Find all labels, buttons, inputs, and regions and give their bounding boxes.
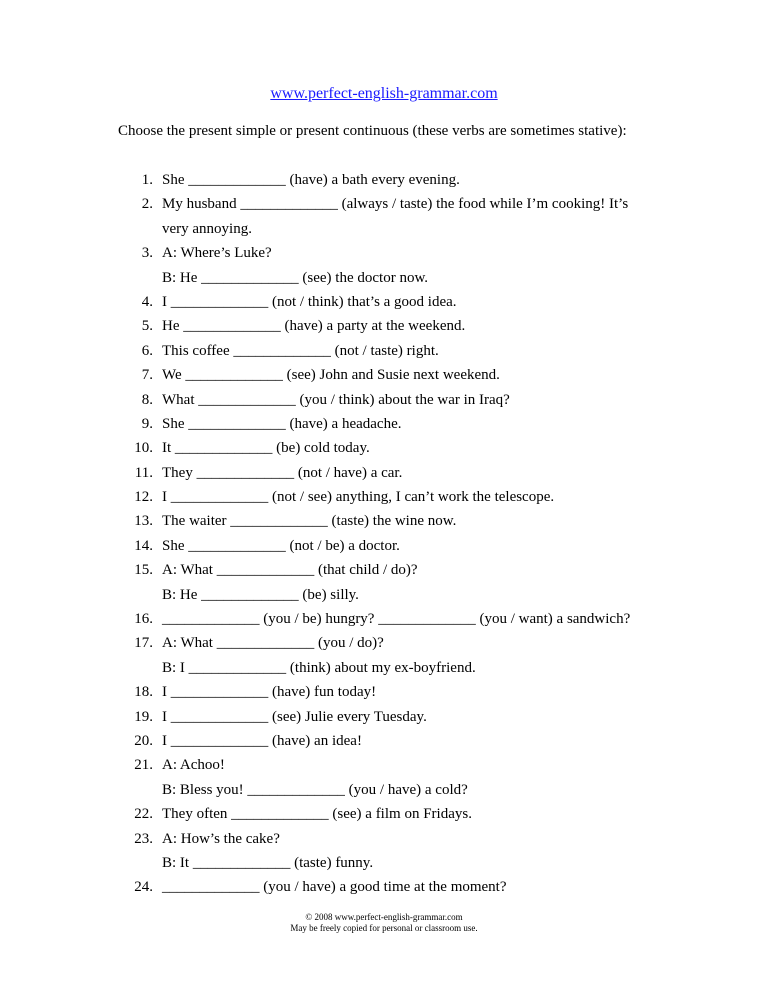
item-number: 9. <box>141 415 153 432</box>
item-text: She _____________ (not / be) a doctor. <box>162 537 400 554</box>
exercise-item-4 <box>0 293 768 317</box>
item-text: I _____________ (have) an idea! <box>162 732 362 749</box>
page-footer <box>0 912 768 934</box>
exercise-item-22 <box>0 805 768 829</box>
exercise-item-14 <box>0 537 768 561</box>
item-text: They often _____________ (see) a film on Fridays. <box>162 806 472 823</box>
copyright-notice: © 2008 www.perfect-english-grammar.com <box>305 912 463 922</box>
item-text: What _____________ (you / think) about the war in Iraq? <box>162 391 510 408</box>
item-number: 22. <box>134 806 153 823</box>
item-text: very annoying. <box>162 220 252 237</box>
item-number: 24. <box>134 879 153 896</box>
item-text: A: Where’s Luke? <box>162 245 272 262</box>
item-text: B: He _____________ (see) the doctor now. <box>162 269 429 286</box>
usage-note: May be freely copied for personal or classroom use. <box>290 923 478 933</box>
exercise-item-2-continued <box>0 220 768 244</box>
item-text: _____________ (you / have) a good time at the moment? <box>162 879 507 896</box>
item-number: 4. <box>141 293 153 310</box>
item-text: The waiter _____________ (taste) the wine now. <box>162 513 457 530</box>
exercise-instructions: Choose the present simple or present continuous (these verbs are sometimes stative): <box>118 123 627 139</box>
exercise-item-7 <box>0 366 768 390</box>
item-text: I _____________ (have) fun today! <box>162 684 377 701</box>
exercise-item-17 <box>0 634 768 658</box>
item-text: I _____________ (not / see) anything, I can’t work the telescope. <box>162 489 555 506</box>
item-text: A: How’s the cake? <box>162 830 280 847</box>
exercise-item-17-reply <box>0 659 768 683</box>
item-text: B: I _____________ (think) about my ex-boyfriend. <box>162 659 476 676</box>
item-text: This coffee _____________ (not / taste) right. <box>162 342 439 359</box>
item-number: 10. <box>134 440 153 457</box>
item-number: 6. <box>141 342 153 359</box>
item-text: A: Achoo! <box>162 757 225 774</box>
item-number: 14. <box>134 537 153 554</box>
item-number: 15. <box>134 562 153 579</box>
item-text: My husband _____________ (always / taste) the food while I’m cooking! It’s <box>162 196 629 213</box>
item-text: She _____________ (have) a headache. <box>162 415 402 432</box>
exercise-item-6 <box>0 342 768 366</box>
item-text: I _____________ (not / think) that’s a good idea. <box>162 293 457 310</box>
exercise-item-8 <box>0 391 768 415</box>
exercise-item-21-reply <box>0 781 768 805</box>
exercise-item-16 <box>0 610 768 634</box>
exercise-item-19 <box>0 708 768 732</box>
exercise-item-11 <box>0 464 768 488</box>
item-text: A: What _____________ (that child / do)? <box>162 562 418 579</box>
item-text: B: He _____________ (be) silly. <box>162 586 359 603</box>
item-text: We _____________ (see) John and Susie next weekend. <box>162 367 500 384</box>
item-number: 12. <box>134 489 153 506</box>
item-number: 1. <box>141 172 153 188</box>
item-number: 19. <box>134 708 153 725</box>
item-text: B: Bless you! _____________ (you / have) a cold? <box>162 781 468 798</box>
exercise-item-3 <box>0 244 768 268</box>
item-number: 7. <box>141 367 153 384</box>
exercise-item-15-reply <box>0 586 768 610</box>
item-text: He _____________ (have) a party at the weekend. <box>162 318 466 335</box>
exercise-item-23 <box>0 830 768 854</box>
exercise-item-24 <box>0 878 768 902</box>
exercise-item-21 <box>0 756 768 780</box>
item-number: 23. <box>134 830 153 847</box>
exercise-item-1 <box>0 171 768 195</box>
item-text: I _____________ (see) Julie every Tuesday. <box>162 708 427 725</box>
item-number: 2. <box>141 196 153 213</box>
item-number: 20. <box>134 732 153 749</box>
item-number: 11. <box>134 464 153 481</box>
exercise-item-15 <box>0 561 768 585</box>
item-number: 8. <box>141 391 153 408</box>
exercise-item-10 <box>0 439 768 463</box>
exercise-item-5 <box>0 317 768 341</box>
exercise-item-20 <box>0 732 768 756</box>
item-number: 16. <box>134 611 153 628</box>
item-number: 3. <box>141 245 153 262</box>
exercise-item-18 <box>0 683 768 707</box>
item-number: 18. <box>134 684 153 701</box>
item-number: 13. <box>134 513 153 530</box>
exercise-item-12 <box>0 488 768 512</box>
exercise-item-9 <box>0 415 768 439</box>
item-text: A: What _____________ (you / do)? <box>162 635 384 652</box>
site-link[interactable]: www.perfect-english-grammar.com <box>270 85 498 102</box>
item-number: 21. <box>134 757 153 774</box>
item-text: They _____________ (not / have) a car. <box>162 464 403 481</box>
exercise-item-2 <box>0 195 768 219</box>
exercise-list <box>0 171 768 903</box>
item-text: B: It _____________ (taste) funny. <box>162 854 374 871</box>
exercise-item-13 <box>0 512 768 536</box>
item-text: _____________ (you / be) hungry? _____________ (you / want) a sandwich? <box>162 611 631 628</box>
item-number: 5. <box>141 318 153 335</box>
item-text: She _____________ (have) a bath every evening. <box>162 172 460 188</box>
exercise-item-3-reply <box>0 269 768 293</box>
exercise-item-23-reply <box>0 854 768 878</box>
item-text: It _____________ (be) cold today. <box>162 440 370 457</box>
item-number: 17. <box>134 635 153 652</box>
